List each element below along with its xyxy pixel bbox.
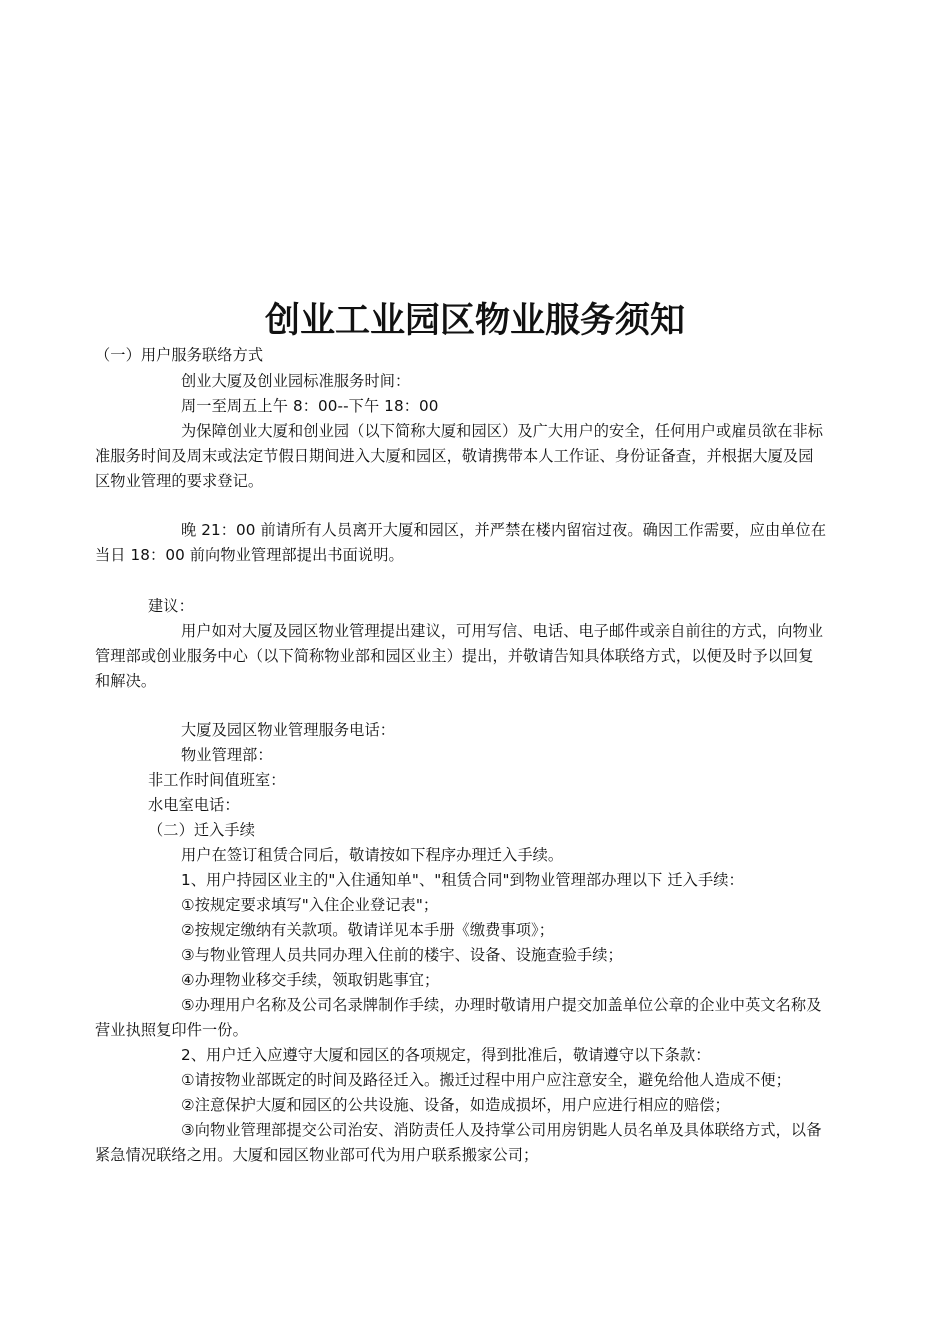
text-line: 准服务时间及周末或法定节假日期间进入大厦和园区，敬请携带本人工作证、身份证备查，并根据大厦及园: [95, 447, 814, 465]
text-line: 大厦及园区物业管理服务电话：: [181, 721, 396, 739]
list-item: ①按规定要求填写"入住企业登记表"；: [181, 896, 439, 914]
text-line: 紧急情况联络之用。大厦和园区物业部可代为用户联系搬家公司；: [95, 1146, 539, 1164]
text-line: 1、用户持园区业主的"入住通知单"、"租赁合同"到物业管理部办理以下 迁入手续：: [181, 871, 744, 889]
text-line: 水电室电话：: [148, 796, 240, 814]
text-line: 用户在签订租赁合同后，敬请按如下程序办理迁入手续。: [181, 846, 564, 864]
text-line: 非工作时间值班室：: [148, 771, 286, 789]
section-heading-move-in: （二）迁入手续: [148, 821, 256, 839]
text-line: 当日 18：00 前向物业管理部提出书面说明。: [95, 546, 404, 564]
list-item: ⑤办理用户名称及公司名录牌制作手续，办理时敬请用户提交加盖单位公章的企业中英文名称及: [181, 996, 822, 1014]
text-line: 为保障创业大厦和创业园（以下简称大厦和园区）及广大用户的安全，任何用户或雇员欲在非标: [181, 422, 824, 440]
document-title: 创业工业园区物业服务须知: [264, 301, 685, 341]
list-item: ③向物业管理部提交公司治安、消防责任人及持掌公司用房钥匙人员名单及具体联络方式，以备: [181, 1121, 822, 1139]
list-item: ①请按物业部既定的时间及路径迁入。搬迁过程中用户应注意安全，避免给他人造成不便；: [181, 1071, 791, 1089]
text-line: 创业大厦及创业园标准服务时间：: [181, 372, 411, 390]
list-item: ④办理物业移交手续，领取钥匙事宜；: [181, 971, 440, 989]
text-line: 用户如对大厦及园区物业管理提出建议，可用写信、电话、电子邮件或亲自前往的方式，向物业: [181, 622, 824, 640]
text-line: 管理部或创业服务中心（以下简称物业部和园区业主）提出，并敬请告知具体联络方式，以便及时予以回复: [95, 647, 814, 665]
text-line: 营业执照复印件一份。: [95, 1021, 248, 1039]
section-heading-contact: （一）用户服务联络方式: [95, 346, 264, 364]
text-line: 周一至周五上午 8：00--下午 18：00: [181, 397, 439, 415]
list-item: ②注意保护大厦和园区的公共设施、设备，如造成损坏，用户应进行相应的赔偿；: [181, 1096, 730, 1114]
list-item: ②按规定缴纳有关款项。敬请详见本手册《缴费事项》；: [181, 921, 555, 939]
text-line: 2、用户迁入应遵守大厦和园区的各项规定，得到批准后，敬请遵守以下条款：: [181, 1046, 711, 1064]
text-line: 物业管理部：: [181, 746, 273, 764]
subheading-suggestion: 建议：: [148, 597, 194, 615]
text-line: 晚 21：00 前请所有人员离开大厦和园区，并严禁在楼内留宿过夜。确因工作需要，应由单位在: [181, 521, 827, 539]
text-line: 区物业管理的要求登记。: [95, 472, 264, 490]
text-line: 和解决。: [95, 672, 157, 690]
list-item: ③与物业管理人员共同办理入住前的楼宇、设备、设施查验手续；: [181, 946, 623, 964]
